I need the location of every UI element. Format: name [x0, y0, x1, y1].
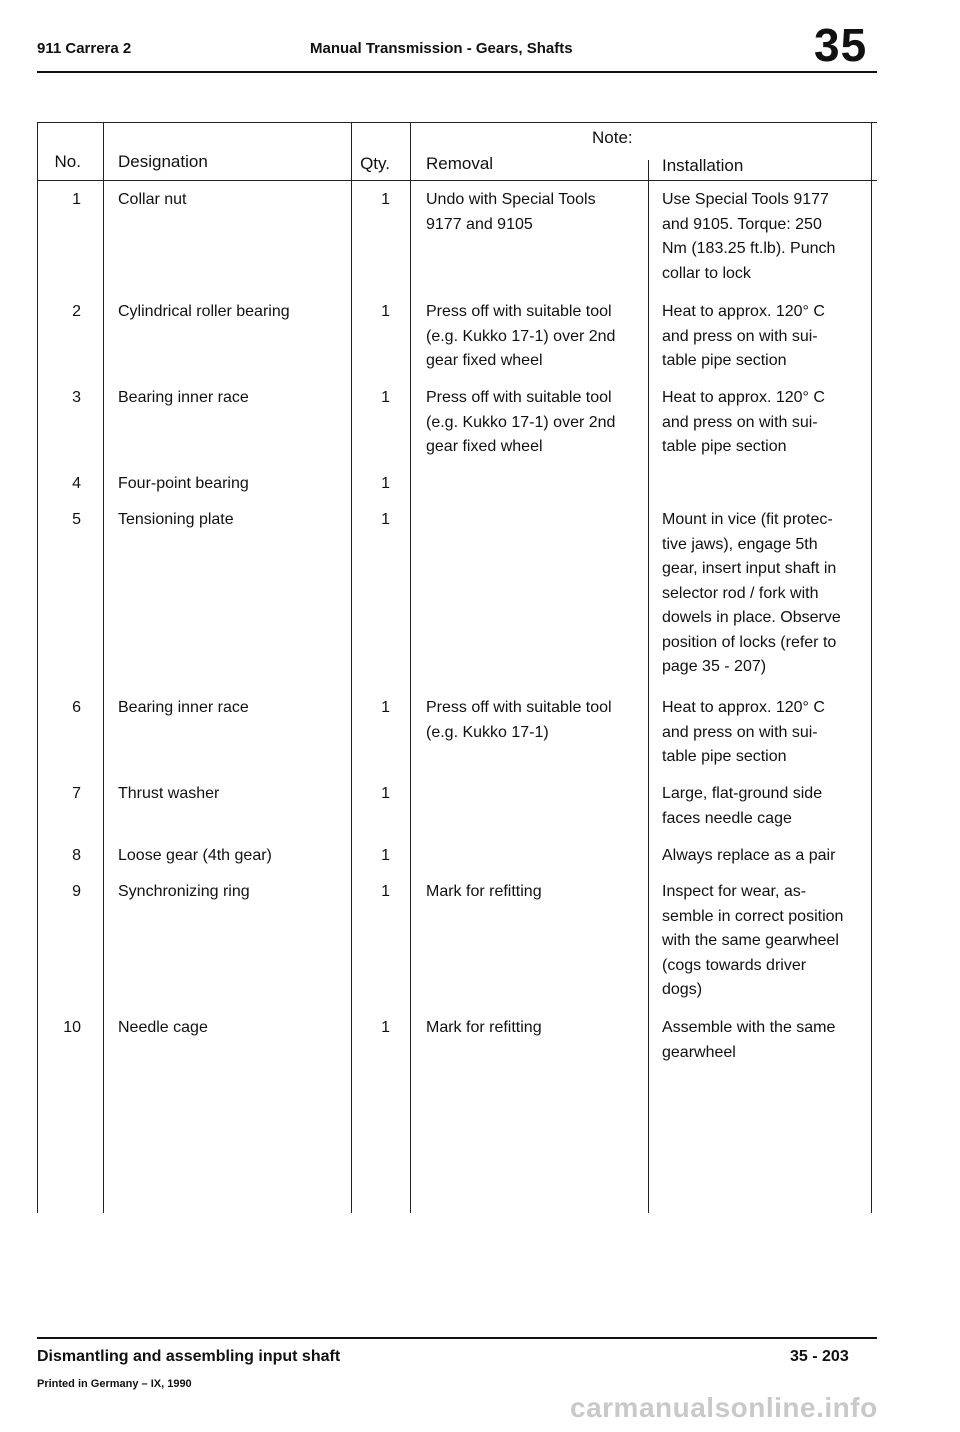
- row-installation-line: position of locks (refer to: [662, 633, 837, 651]
- row-installation: [662, 782, 874, 831]
- row-designation: Collar nut: [118, 191, 187, 208]
- row-removal-line: (e.g. Kukko 17-1) over 2nd: [426, 327, 616, 345]
- row-installation-line: collar to lock: [662, 264, 751, 282]
- row-installation: [662, 844, 874, 869]
- row-qty: 1: [381, 699, 390, 716]
- row-qty: 1: [381, 785, 390, 802]
- row-installation-line: with the same gearwheel: [662, 932, 839, 949]
- row-number: 6: [72, 699, 81, 716]
- row-number: 9: [72, 883, 81, 900]
- row-removal: [426, 696, 646, 745]
- table-divider-qty: [410, 122, 411, 1213]
- table-divider-removal: [648, 160, 649, 1213]
- col-header-qty: Qty.: [360, 154, 390, 173]
- row-removal-line: Undo with Special Tools: [426, 191, 596, 208]
- row-designation: Needle cage: [118, 1019, 208, 1036]
- col-header-designation: Designation: [118, 152, 208, 171]
- row-installation-line: Assemble with the same: [662, 1019, 836, 1036]
- row-installation-line: Heat to approx. 120° C: [662, 303, 825, 320]
- row-installation-line: Inspect for wear, as-: [662, 883, 807, 900]
- model-label: 911 Carrera 2: [37, 40, 132, 57]
- row-removal: [426, 386, 646, 460]
- row-qty: 1: [381, 475, 390, 492]
- row-installation: [662, 386, 874, 460]
- row-installation-line: Always replace as a pair: [662, 847, 836, 864]
- row-installation-line: and press on with sui-: [662, 327, 818, 345]
- row-designation: Tensioning plate: [118, 511, 234, 528]
- row-removal: [426, 300, 646, 374]
- table-divider-designation: [351, 122, 352, 1213]
- col-header-no: No.: [54, 152, 81, 171]
- row-installation-line: Heat to approx. 120° C: [662, 389, 825, 406]
- table-divider-no: [103, 122, 104, 1213]
- row-removal-line: Mark for refitting: [426, 883, 542, 900]
- row-installation: [662, 188, 874, 286]
- row-installation-line: selector rod / fork with: [662, 584, 819, 602]
- row-qty: 1: [381, 191, 390, 208]
- row-designation: Synchronizing ring: [118, 883, 250, 900]
- row-removal-line: (e.g. Kukko 17-1): [426, 723, 549, 741]
- row-removal: [426, 188, 646, 237]
- row-qty: 1: [381, 389, 390, 406]
- row-installation: [662, 1016, 874, 1065]
- col-header-installation: Installation: [662, 156, 744, 175]
- row-designation: Bearing inner race: [118, 389, 249, 406]
- row-installation-line: Nm (183.25 ft.lb). Punch: [662, 240, 836, 257]
- row-installation-line: table pipe section: [662, 438, 787, 455]
- row-installation-line: Large, flat-ground side: [662, 785, 823, 802]
- row-number: 3: [72, 389, 81, 406]
- row-installation-line: table pipe section: [662, 352, 787, 369]
- table-top-border: [37, 122, 877, 123]
- row-removal-line: 9177 and 9105: [426, 215, 533, 233]
- row-installation-line: and press on with sui-: [662, 723, 818, 741]
- row-installation-line: tive jaws), engage 5th: [662, 535, 818, 553]
- row-installation-line: semble in correct position: [662, 907, 844, 925]
- row-installation-line: gearwheel: [662, 1043, 736, 1061]
- row-number: 1: [72, 191, 81, 208]
- row-qty: 1: [381, 847, 390, 864]
- row-number: 8: [72, 847, 81, 864]
- row-installation-line: and press on with sui-: [662, 413, 818, 431]
- row-number: 5: [72, 511, 81, 528]
- row-removal-line: (e.g. Kukko 17-1) over 2nd: [426, 413, 616, 431]
- row-installation-line: dogs): [662, 981, 703, 998]
- row-removal-line: gear fixed wheel: [426, 352, 543, 369]
- row-installation-line: gear, insert input shaft in: [662, 560, 837, 577]
- row-installation-line: dowels in place. Observe: [662, 609, 841, 626]
- row-removal-line: Press off with suitable tool: [426, 389, 612, 406]
- row-designation: Bearing inner race: [118, 699, 249, 716]
- row-removal-line: Press off with suitable tool: [426, 699, 612, 716]
- row-designation: Four-point bearing: [118, 475, 249, 492]
- table-border-left: [37, 122, 38, 1213]
- row-designation: Thrust washer: [118, 785, 220, 802]
- row-removal-line: Mark for refitting: [426, 1019, 542, 1036]
- row-installation-line: page 35 - 207): [662, 658, 767, 675]
- row-designation: Loose gear (4th gear): [118, 847, 272, 864]
- row-installation-line: Heat to approx. 120° C: [662, 699, 825, 716]
- watermark: carmanualsonline.info: [570, 1392, 878, 1423]
- row-installation-line: (cogs towards driver: [662, 956, 807, 974]
- row-installation-line: Use Special Tools 9177: [662, 191, 829, 208]
- row-installation-line: table pipe section: [662, 748, 787, 765]
- row-number: 10: [63, 1019, 81, 1036]
- row-number: 4: [72, 475, 81, 492]
- row-removal-line: Press off with suitable tool: [426, 303, 612, 320]
- col-header-removal: Removal: [426, 154, 494, 173]
- row-qty: 1: [381, 303, 390, 320]
- footer-rule: [37, 1337, 877, 1339]
- row-number: 7: [72, 785, 81, 802]
- footer-page-number: 35 - 203: [790, 1348, 849, 1365]
- footer-section-title: Dismantling and assembling input shaft: [37, 1348, 341, 1365]
- row-number: 2: [72, 303, 81, 320]
- row-designation: Cylindrical roller bearing: [118, 303, 290, 320]
- row-qty: 1: [381, 511, 390, 528]
- row-installation: [662, 508, 874, 680]
- row-installation-line: and 9105. Torque: 250: [662, 215, 822, 233]
- row-removal: [426, 1016, 646, 1041]
- header-title: Manual Transmission - Gears, Shafts: [310, 40, 573, 57]
- row-qty: 1: [381, 1019, 390, 1036]
- row-installation: [662, 696, 874, 770]
- col-header-note: Note:: [592, 128, 633, 147]
- footer-printed: Printed in Germany – IX, 1990: [37, 1378, 192, 1390]
- row-qty: 1: [381, 883, 390, 900]
- row-installation: [662, 880, 874, 1003]
- row-installation: [662, 300, 874, 374]
- group-number: 35: [814, 19, 868, 71]
- table-header-border: [37, 180, 877, 181]
- row-removal-line: gear fixed wheel: [426, 438, 543, 455]
- row-removal: [426, 880, 646, 905]
- row-installation-line: faces needle cage: [662, 809, 792, 827]
- header-rule: [37, 71, 877, 73]
- row-installation-line: Mount in vice (fit protec-: [662, 511, 833, 528]
